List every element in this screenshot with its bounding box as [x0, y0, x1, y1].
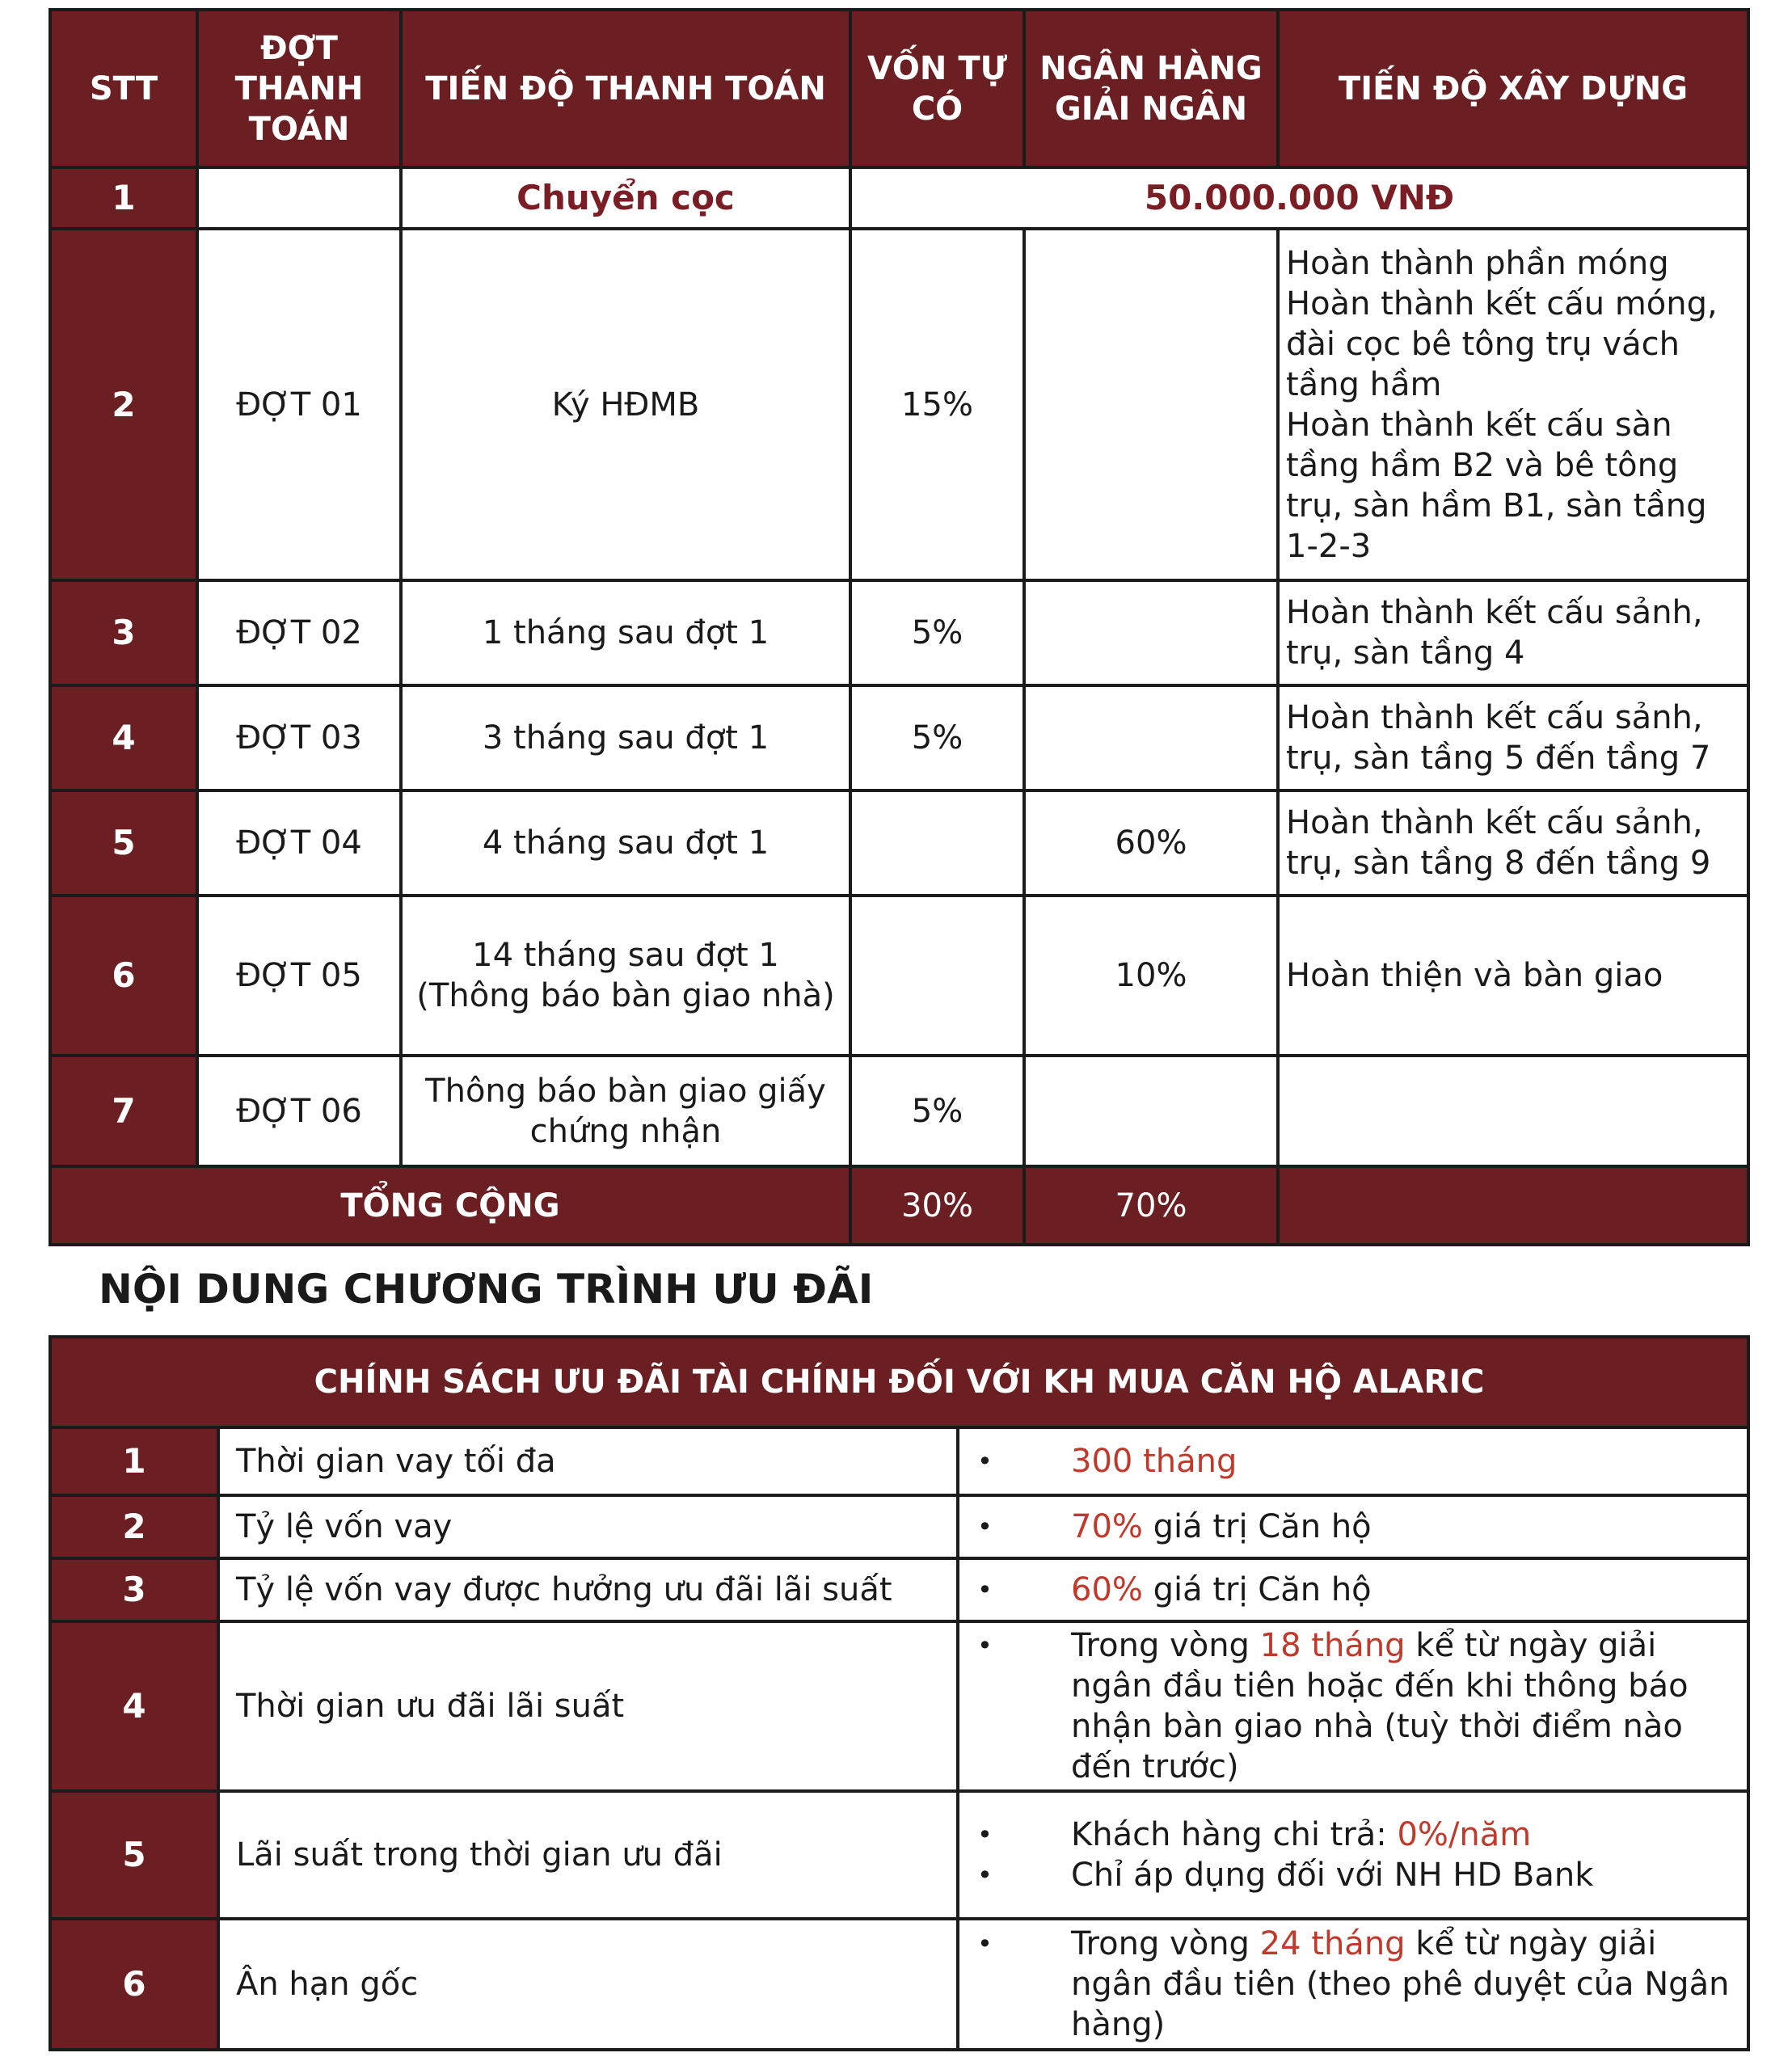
row-stt: 7 — [50, 1056, 197, 1166]
bullet-item — [959, 1625, 1747, 1787]
table-row — [50, 1056, 1748, 1166]
header-von-tu-co: VỐN TỰ CÓ — [850, 10, 1024, 167]
row-tien-do: Thông báo bàn giao giấy chứng nhận — [401, 1056, 850, 1166]
bullet-item — [959, 1441, 1747, 1482]
bullet-text — [1071, 1507, 1747, 1547]
row-tien-do: 3 tháng sau đợt 1 — [401, 685, 850, 790]
row-von: 15% — [850, 229, 1024, 580]
promo-row-value — [958, 1791, 1748, 1919]
bullet-text-post: giá trị Căn hộ — [1142, 1571, 1372, 1608]
bullet-highlight: 300 tháng — [1071, 1443, 1238, 1480]
row-ngan-hang: 10% — [1024, 896, 1278, 1056]
promo-row-item: Lãi suất trong thời gian ưu đãi — [218, 1791, 958, 1919]
row-stt: 4 — [50, 685, 197, 790]
bullet-highlight: 0%/năm — [1397, 1816, 1532, 1853]
row-ngan-hang — [1024, 1056, 1278, 1166]
row-dot — [197, 167, 401, 229]
promo-row-number: 3 — [50, 1558, 218, 1621]
table-row — [50, 580, 1748, 685]
row-dot: ĐỢT 02 — [197, 580, 401, 685]
total-empty — [1278, 1166, 1748, 1245]
promo-row — [50, 1495, 1748, 1558]
row-stt: 3 — [50, 580, 197, 685]
bullet-item — [959, 1855, 1747, 1895]
bullet-highlight: 24 tháng — [1259, 1925, 1406, 1962]
header-tien-do-xay-dung: TIẾN ĐỘ XÂY DỰNG — [1278, 10, 1748, 167]
row-xay-dung: Hoàn thành kết cấu sảnh, trụ, sàn tầng 8 đến tầng 9 — [1278, 790, 1748, 896]
header-tien-do-thanh-toan: TIẾN ĐỘ THANH TOÁN — [401, 10, 850, 167]
bullet-text — [1071, 1855, 1747, 1895]
row-xay-dung — [1278, 1056, 1748, 1166]
header-stt: STT — [50, 10, 197, 167]
row-ngan-hang — [1024, 229, 1278, 580]
promo-row — [50, 1919, 1748, 2050]
bullet-text-pre: Khách hàng chi trả: — [1071, 1816, 1398, 1853]
row-xay-dung: Hoàn thành kết cấu sảnh, trụ, sàn tầng 5 đến tầng 7 — [1278, 685, 1748, 790]
bullet-text — [1071, 1570, 1747, 1610]
bullet-text — [1071, 1815, 1747, 1855]
bullet-text-pre: Trong vòng — [1071, 1627, 1260, 1664]
payment-header-row — [50, 10, 1748, 167]
row-ngan-hang — [1024, 580, 1278, 685]
row-xay-dung: Hoàn thiện và bàn giao — [1278, 896, 1748, 1056]
table-row — [50, 229, 1748, 580]
promo-header-row — [50, 1337, 1748, 1427]
bullet-icon: • — [977, 1574, 993, 1605]
bullet-item — [959, 1570, 1747, 1610]
bullet-text — [1071, 1924, 1747, 2045]
deposit-amount: 50.000.000 VNĐ — [850, 167, 1748, 229]
row-stt: 1 — [50, 167, 197, 229]
promo-row-item: Thời gian ưu đãi lãi suất — [218, 1621, 958, 1791]
row-stt: 5 — [50, 790, 197, 896]
bullet-item — [959, 1815, 1747, 1855]
table-row — [50, 896, 1748, 1056]
row-xay-dung: Hoàn thành phần móng Hoàn thành kết cấu móng, đài cọc bê tông trụ vách tầng hầm Hoàn thành kết cấu sàn tầng hầm B2 và bê tông trụ, sàn hầm B1, sàn tầng 1-2-3 — [1278, 229, 1748, 580]
bullet-highlight: 70% — [1071, 1508, 1143, 1545]
row-tien-do: 4 tháng sau đợt 1 — [401, 790, 850, 896]
promo-row-item: Tỷ lệ vốn vay được hưởng ưu đãi lãi suất — [218, 1558, 958, 1621]
row-tien-do: 14 tháng sau đợt 1 (Thông báo bàn giao nhà) — [401, 896, 850, 1056]
promo-row-number: 2 — [50, 1495, 218, 1558]
row-ngan-hang: 60% — [1024, 790, 1278, 896]
header-dot-thanh-toan: ĐỢT THANH TOÁN — [197, 10, 401, 167]
bullet-text-post: kể từ ngày giải ngân đầu tiên hoặc đến khi thông báo nhận bàn giao nhà (tuỳ thời điểm nào đến trước) — [1071, 1627, 1689, 1785]
header-ngan-hang-giai-ngan: NGÂN HÀNG GIẢI NGÂN — [1024, 10, 1278, 167]
table-row — [50, 790, 1748, 896]
promo-row — [50, 1427, 1748, 1495]
promo-body — [50, 1427, 1748, 2050]
deposit-row — [50, 167, 1748, 229]
promo-row-value — [958, 1427, 1748, 1495]
bullet-highlight: 18 tháng — [1259, 1627, 1406, 1664]
row-ngan-hang — [1024, 685, 1278, 790]
total-label: TỔNG CỘNG — [50, 1166, 850, 1245]
bullet-text — [1071, 1625, 1747, 1787]
row-von — [850, 896, 1024, 1056]
bullet-icon: • — [977, 1860, 993, 1891]
bullet-icon: • — [977, 1511, 993, 1542]
table-row — [50, 685, 1748, 790]
row-stt: 2 — [50, 229, 197, 580]
row-dot: ĐỢT 03 — [197, 685, 401, 790]
promo-row — [50, 1791, 1748, 1919]
row-dot: ĐỢT 06 — [197, 1056, 401, 1166]
bullet-item — [959, 1507, 1747, 1547]
promo-section-title: NỘI DUNG CHƯƠNG TRÌNH ƯU ĐÃI — [99, 1266, 874, 1313]
promo-row-number: 1 — [50, 1427, 218, 1495]
row-dot: ĐỢT 01 — [197, 229, 401, 580]
promo-row-number: 6 — [50, 1919, 218, 2050]
bullet-icon: • — [977, 1446, 993, 1477]
row-dot: ĐỢT 04 — [197, 790, 401, 896]
promo-row-value — [958, 1621, 1748, 1791]
bullet-icon: • — [977, 1630, 993, 1661]
promo-row-item: Ân hạn gốc — [218, 1919, 958, 2050]
row-von — [850, 790, 1024, 896]
bullet-text-post: giá trị Căn hộ — [1142, 1508, 1372, 1545]
promo-table — [48, 1335, 1750, 2051]
bullet-item — [959, 1924, 1747, 2045]
promo-header: CHÍNH SÁCH ƯU ĐÃI TÀI CHÍNH ĐỐI VỚI KH MUA CĂN HỘ ALARIC — [50, 1337, 1748, 1427]
total-von: 30% — [850, 1166, 1024, 1245]
row-tien-do: Ký HĐMB — [401, 229, 850, 580]
row-von: 5% — [850, 1056, 1024, 1166]
promo-row — [50, 1558, 1748, 1621]
promo-row — [50, 1621, 1748, 1791]
row-von: 5% — [850, 580, 1024, 685]
promo-row-value — [958, 1558, 1748, 1621]
bullet-text — [1071, 1441, 1747, 1482]
bullet-text-pre: Chỉ áp dụng đối với NH HD Bank — [1071, 1857, 1594, 1894]
row-stt: 6 — [50, 896, 197, 1056]
total-row — [50, 1166, 1748, 1245]
deposit-label: Chuyển cọc — [401, 167, 850, 229]
bullet-icon: • — [977, 1928, 993, 1959]
promo-row-number: 5 — [50, 1791, 218, 1919]
row-xay-dung: Hoàn thành kết cấu sảnh, trụ, sàn tầng 4 — [1278, 580, 1748, 685]
promo-row-item: Tỷ lệ vốn vay — [218, 1495, 958, 1558]
bullet-icon: • — [977, 1819, 993, 1850]
total-ngan-hang: 70% — [1024, 1166, 1278, 1245]
promo-row-item: Thời gian vay tối đa — [218, 1427, 958, 1495]
bullet-text-pre: Trong vòng — [1071, 1925, 1260, 1962]
bullet-text-post: kể từ ngày giải ngân đầu tiên (theo phê duyệt của Ngân hàng) — [1071, 1925, 1730, 2043]
payment-schedule-table — [48, 8, 1750, 1246]
row-tien-do: 1 tháng sau đợt 1 — [401, 580, 850, 685]
promo-row-value — [958, 1919, 1748, 2050]
promo-row-value — [958, 1495, 1748, 1558]
row-dot: ĐỢT 05 — [197, 896, 401, 1056]
row-von: 5% — [850, 685, 1024, 790]
promo-row-number: 4 — [50, 1621, 218, 1791]
bullet-highlight: 60% — [1071, 1571, 1143, 1608]
